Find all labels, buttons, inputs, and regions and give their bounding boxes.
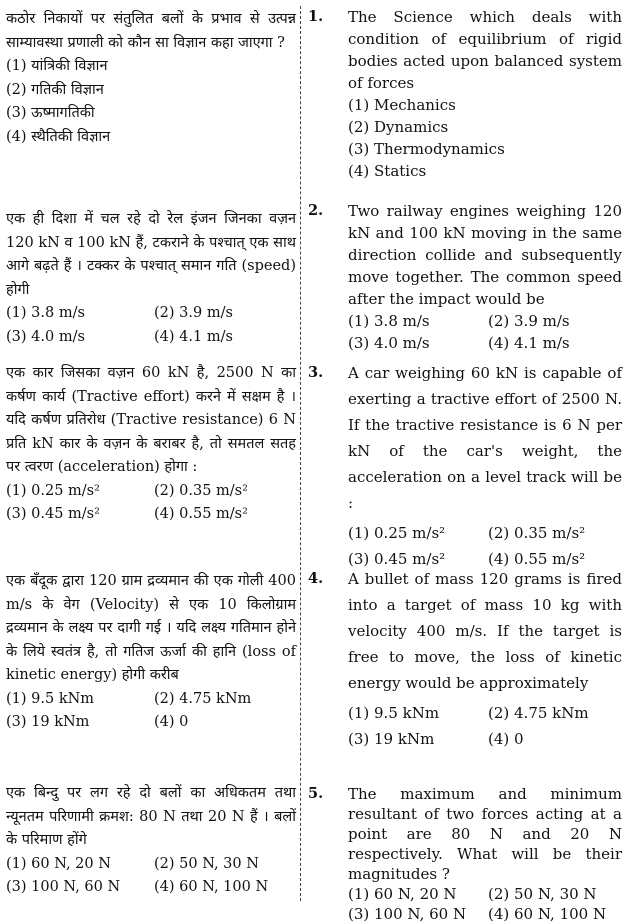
option-3: (3) 19 kNm xyxy=(6,714,90,730)
option-1: (1) 0.25 m/s² xyxy=(348,524,446,542)
option-4: (4) 4.1 m/s xyxy=(488,334,570,352)
english-options xyxy=(348,94,622,182)
column-divider xyxy=(300,6,301,901)
option-3: (3) ऊष्मागतिकी xyxy=(6,105,95,121)
option-2: (2) 0.35 m/s² xyxy=(488,524,586,542)
english-question-2 xyxy=(308,200,622,354)
hindi-question-text: एक बिन्दु पर लग रहे दो बलों का अधिकतम तथा न्यूनतम परिणामी क्रमश: 80 N तथा 20 N हैं । बलों के परिमाण होंगे xyxy=(6,785,296,848)
english-question-text: The maximum and minimum resultant of two forces acting at a point are 80 N and 20 N respectively. What will be their magnitudes ? xyxy=(348,785,622,883)
english-question-text: A bullet of mass 120 grams is fired into a target of mass 10 kg with velocity 400 m/s. If the target is free to move, the loss of kinetic energy would be approximately xyxy=(348,570,622,692)
option-3: (3) 100 N, 60 N xyxy=(6,879,121,895)
option-3: (3) 0.45 m/s² xyxy=(6,506,100,522)
option-4: (4) 0.55 m/s² xyxy=(488,550,586,568)
option-3: (3) Thermodynamics xyxy=(348,140,505,158)
option-1: (1) Mechanics xyxy=(348,96,456,114)
option-1: (1) यांत्रिकी विज्ञान xyxy=(6,58,108,74)
english-options xyxy=(348,884,622,924)
hindi-options xyxy=(6,480,296,527)
option-4: (4) 4.1 m/s xyxy=(154,328,233,345)
option-4: (4) स्थैतिकी विज्ञान xyxy=(6,128,111,145)
hindi-question-1 xyxy=(6,8,296,149)
option-1: (1) 60 N, 20 N xyxy=(348,885,457,903)
option-4: (4) 60 N, 100 N xyxy=(154,879,269,895)
hindi-question-text: एक ही दिशा में चल रहे दो रेल इंजन जिनका वज़न 120 kN व 100 kN हैं, टकराने के पश्चात् एक साथ आगे बढ़ते हैं । टक्कर के पश्चात् समान गति (speed) होगी xyxy=(6,211,296,298)
english-options xyxy=(348,520,622,572)
option-2: (2) Dynamics xyxy=(348,118,449,136)
option-4: (4) 0 xyxy=(154,714,189,730)
question-number: 5. xyxy=(308,785,324,802)
option-1: (1) 3.8 m/s xyxy=(6,305,85,321)
english-question-text: Two railway engines weighing 120 kN and 100 kN moving in the same direction collide and subsequently move together. The common speed after the impact would be xyxy=(348,202,622,308)
english-question-1 xyxy=(308,6,622,182)
english-options xyxy=(348,310,622,354)
option-2: (2) 3.9 m/s xyxy=(154,305,233,321)
option-4: (4) 60 N, 100 N xyxy=(488,905,607,923)
option-1: (1) 60 N, 20 N xyxy=(6,855,111,872)
option-3: (3) 0.45 m/s² xyxy=(348,550,446,568)
hindi-question-text: एक बँदूक द्वारा 120 ग्राम द्रव्यमान की एक गोली 400 m/s के वेग (Velocity) से एक 10 किलोग्राम द्रव्यमान के लक्ष्य पर दागी गई । यदि लक्ष्य गतिमान होने के लिये स्वतंत्र है, तो गतिज ऊर्जा की हानि (loss of kinetic energy) होगी करीब xyxy=(6,573,296,683)
option-4: (4) 0 xyxy=(488,730,524,748)
english-question-4 xyxy=(308,566,622,752)
option-3: (3) 100 N, 60 N xyxy=(348,905,467,923)
hindi-question-text: कठोर निकायों पर संतुलित बलों के प्रभाव से उत्पन्न साम्यावस्था प्रणाली को कौन सा विज्ञान कहा जाएगा ? xyxy=(6,11,296,51)
option-3: (3) 19 kNm xyxy=(348,730,435,748)
hindi-question-text: एक कार जिसका वज़न 60 kN है, 2500 N का कर्षण कार्य (Tractive effort) करने में सक्षम है । यदि कर्षण प्रतिरोध (Tractive resistance) 6 N प्रति kN कार के वज़न के बराबर है, तो समतल सतह पर त्वरण (acceleration) होगा : xyxy=(6,365,296,475)
english-question-3 xyxy=(308,360,622,572)
english-question-text: A car weighing 60 kN is capable of exerting a tractive effort of 2500 N. If the tractive resistance is 6 N per kN of the car's weight, the acceleration on a level track will be : xyxy=(348,364,622,512)
hindi-options xyxy=(6,688,296,735)
option-1: (1) 0.25 m/s² xyxy=(6,482,100,499)
option-2: (2) 50 N, 30 N xyxy=(488,885,597,903)
option-2: (2) 0.35 m/s² xyxy=(154,482,248,499)
option-1: (1) 3.8 m/s xyxy=(348,312,430,330)
english-question-text: The Science which deals with condition of equilibrium of rigid bodies acted upon balanced system of forces xyxy=(348,8,622,92)
option-3: (3) 4.0 m/s xyxy=(348,334,430,352)
hindi-question-5 xyxy=(6,782,296,900)
option-4: (4) 0.55 m/s² xyxy=(154,506,248,522)
english-options xyxy=(348,700,622,752)
question-number: 4. xyxy=(308,570,324,587)
option-2: (2) 4.75 kNm xyxy=(488,704,589,722)
option-3: (3) 4.0 m/s xyxy=(6,328,85,345)
option-2: (2) 4.75 kNm xyxy=(154,690,252,707)
hindi-options xyxy=(6,853,296,900)
option-4: (4) Statics xyxy=(348,162,427,180)
option-2: (2) 3.9 m/s xyxy=(488,312,570,330)
hindi-options xyxy=(6,302,296,349)
question-number: 3. xyxy=(308,364,324,381)
option-1: (1) 9.5 kNm xyxy=(348,704,440,722)
question-number: 2. xyxy=(308,202,324,219)
hindi-question-4 xyxy=(6,570,296,735)
hindi-question-2 xyxy=(6,208,296,349)
question-number: 1. xyxy=(308,8,324,25)
hindi-question-3 xyxy=(6,362,296,527)
english-question-5 xyxy=(308,784,622,924)
hindi-options xyxy=(6,55,296,149)
option-2: (2) 50 N, 30 N xyxy=(154,855,259,872)
option-1: (1) 9.5 kNm xyxy=(6,690,95,707)
option-2: (2) गतिकी विज्ञान xyxy=(6,81,104,98)
